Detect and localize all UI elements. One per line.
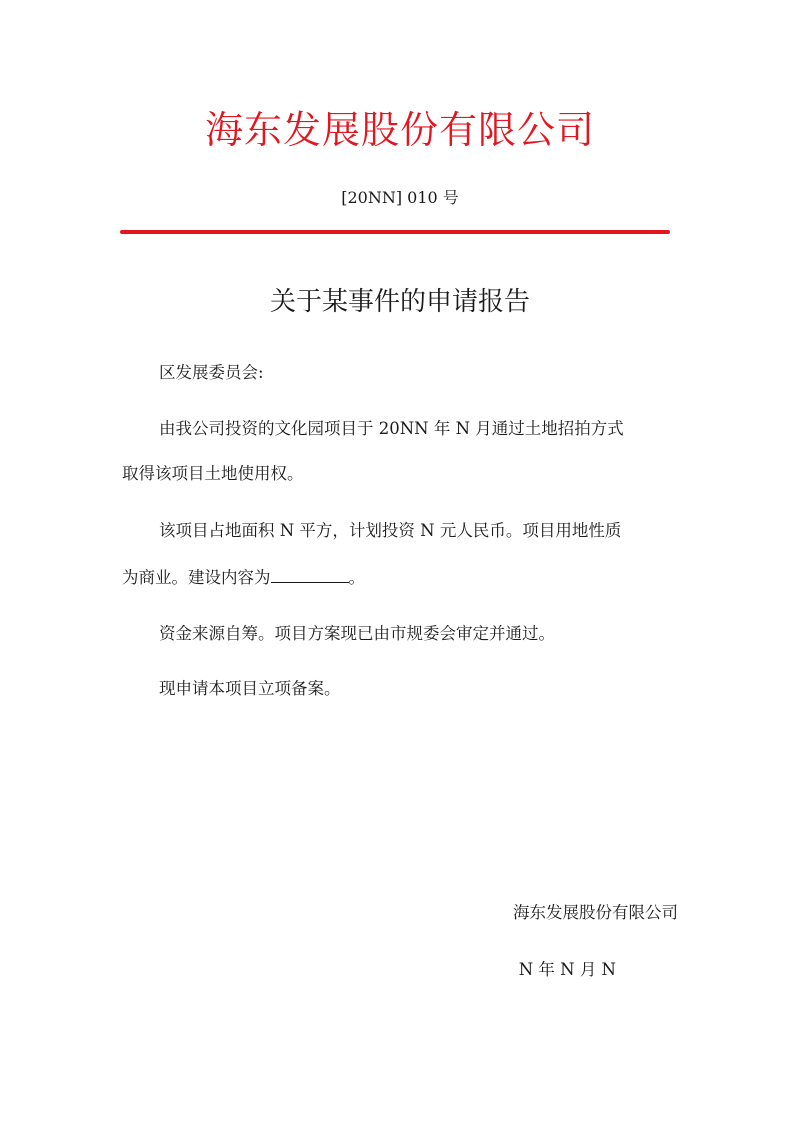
paragraph-request: 现申请本项目立项备案。 bbox=[159, 679, 341, 698]
sentence-end-mark: 。 bbox=[348, 568, 365, 587]
document-number: [20NN] 010 号 bbox=[341, 188, 459, 207]
paragraph-line: 由我公司投资的文化园项目于 20NN 年 N 月通过土地招拍方式 bbox=[159, 419, 624, 438]
paragraph-land-acquisition bbox=[122, 417, 682, 486]
paragraph-line: 取得该项目土地使用权。 bbox=[122, 464, 304, 483]
company-letterhead: 海东发展股份有限公司 bbox=[204, 108, 595, 152]
paragraph-funding: 资金来源自筹。项目方案现已由市规委会审定并通过。 bbox=[159, 624, 555, 643]
paragraph-line: 该项目占地面积 N 平方，计划投资 N 元人民币。项目用地性质 bbox=[159, 521, 622, 540]
signature-company: 海东发展股份有限公司 bbox=[513, 903, 678, 922]
paragraph-project-scope bbox=[122, 519, 682, 590]
document-title: 关于某事件的申请报告 bbox=[269, 287, 530, 317]
construction-content-label: 为商业。建设内容为 bbox=[122, 568, 271, 587]
construction-content-blank bbox=[271, 564, 349, 583]
salutation: 区发展委员会: bbox=[159, 363, 264, 382]
red-header-rule bbox=[120, 230, 670, 234]
signature-date: N 年 N 月 N bbox=[518, 960, 616, 979]
paragraph-line bbox=[122, 564, 682, 590]
